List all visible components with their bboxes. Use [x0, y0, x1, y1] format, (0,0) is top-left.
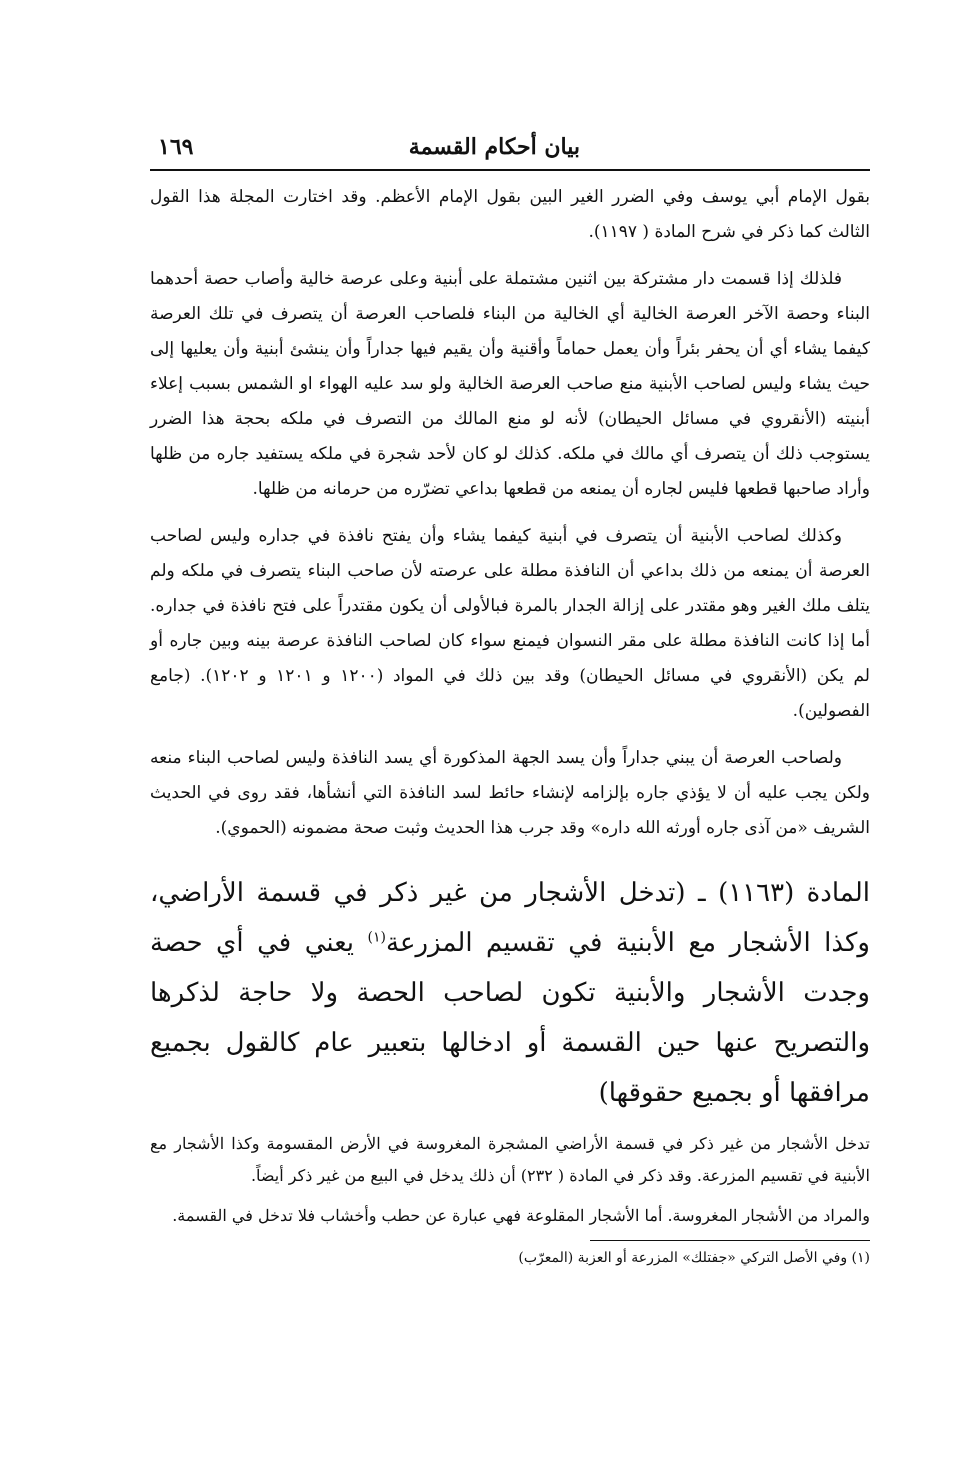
header-rule	[150, 169, 870, 171]
article-text-rest: يعني في أي حصة وجدت الأشجار والأبنية تكون لصاحب الحصة ولا حاجة لذكرها والتصريح عنها حين القسمة أو ادخالها بتعبير عام كالقول بجميع مرافقها أو بجميع حقوقها)	[150, 928, 870, 1108]
book-page	[150, 128, 870, 1271]
footnote-reference: (١)	[367, 929, 387, 946]
paragraph: فلذلك إذا قسمت دار مشتركة بين اثنين مشتملة على أبنية وعلى عرصة خالية وأصاب حصة أحدهما البناء وحصة الآخر العرصة الخالية أي الخالية من البناء فلصاحب العرصة أن يتصرف في تلك العرصة كيفما يشاء أي أن يحفر بئراً وأن يعمل حماماً وأقنية وأن يقيم فيها جداراً وأن ينشئ أبنية وأن يعليها إلى حيث يشاء وليس لصاحب الأبنية منع صاحب العرصة الخالية ولو سد عليه الهواء او الشمس بسبب إعلاء أبنيته (الأنقروي في مسائل الحيطان) لأنه لو منع المالك من التصرف في ملكه بحجة هذا الضرر يستوجب ذلك أن يتصرف أي مالك في ملكه. كذلك لو كان لأحد شجرة في ملكه يستفيد جاره من ظلها وأراد صاحبها قطعها فليس لجاره أن يمنعه من قطعها بداعي تضرّره من حرمانه من ظلها.	[150, 269, 870, 499]
article-text-main: المادة (١١٦٣) ـ (تدخل الأشجار من غير ذكر في قسمة الأراضي، وكذا الأشجار مع الأبنية في تقسيم المزرعة	[150, 878, 870, 958]
footnote: (١) وفي الأصل التركي «جفتلك» المزرعة أو العزبة (المعرّب)	[518, 1250, 870, 1266]
paragraph: وكذلك لصاحب الأبنية أن يتصرف في أبنية كيفما يشاء وأن يفتح نافذة في جداره وليس لصاحب العرصة أن يمنعه من ذلك بداعي أن النافذة مطلة على عرصته لأن صاحب البناء يتصرف في ملكه ولم يتلف ملك الغير وهو مقتدر على إزالة الجدار بالمرة فبالأولى أن يكون مقتدراً على فتح نافذة في جداره. أما إذا كانت النافذة مطلة على مقر النسوان فيمنع سواء كان لصاحب النافذة عرصة بينه وبين جاره أو لم يكن (الأنقروي في مسائل الحيطان) وقد بين ذلك في المواد (١٢٠٠ و ١٢٠١ و ١٢٠٢). (جامع الفصولين).	[150, 526, 870, 721]
body-text	[150, 180, 870, 1271]
running-header	[150, 128, 870, 172]
footnote-rule	[590, 1240, 870, 1241]
running-title: بيان أحكام القسمة	[408, 134, 580, 160]
article-text	[150, 868, 870, 1118]
paragraph: ولصاحب العرصة أن يبني جداراً وأن يسد الجهة المذكورة أي يسد النافذة وليس لصاحب البناء منعه ولكن يجب عليه أن لا يؤذي جاره بإلزامه لإنشاء حائط لسد النافذة التي أنشأها، فقد روى في الحديث الشريف «من آذى جاره أورثه الله داره» وقد جرب هذا الحديث وثبت صحة مضمونه (الحموي).	[150, 748, 870, 838]
commentary-paragraph: والمراد من الأشجار المغروسة. أما الأشجار المقلوعة فهي عبارة عن حطب وأخشاب فلا تدخل في القسمة.	[172, 1206, 870, 1225]
page-number: ١٦٩	[158, 134, 194, 160]
paragraph: بقول الإمام أبي يوسف وفي الضرر الغير البين بقول الإمام الأعظم. وقد اختارت المجلة هذا القول الثالث كما ذكر في شرح المادة ( ١١٩٧).	[150, 187, 870, 242]
commentary-paragraph: تدخل الأشجار من غير ذكر في قسمة الأراضي المشجرة المغروسة في الأرض المقسومة وكذا الأشجار مع الأبنية في تقسيم المزرعة. وقد ذكر في المادة ( ٢٣٢) أن ذلك يدخل في البيع من غير ذكر أيضاً.	[150, 1134, 870, 1185]
